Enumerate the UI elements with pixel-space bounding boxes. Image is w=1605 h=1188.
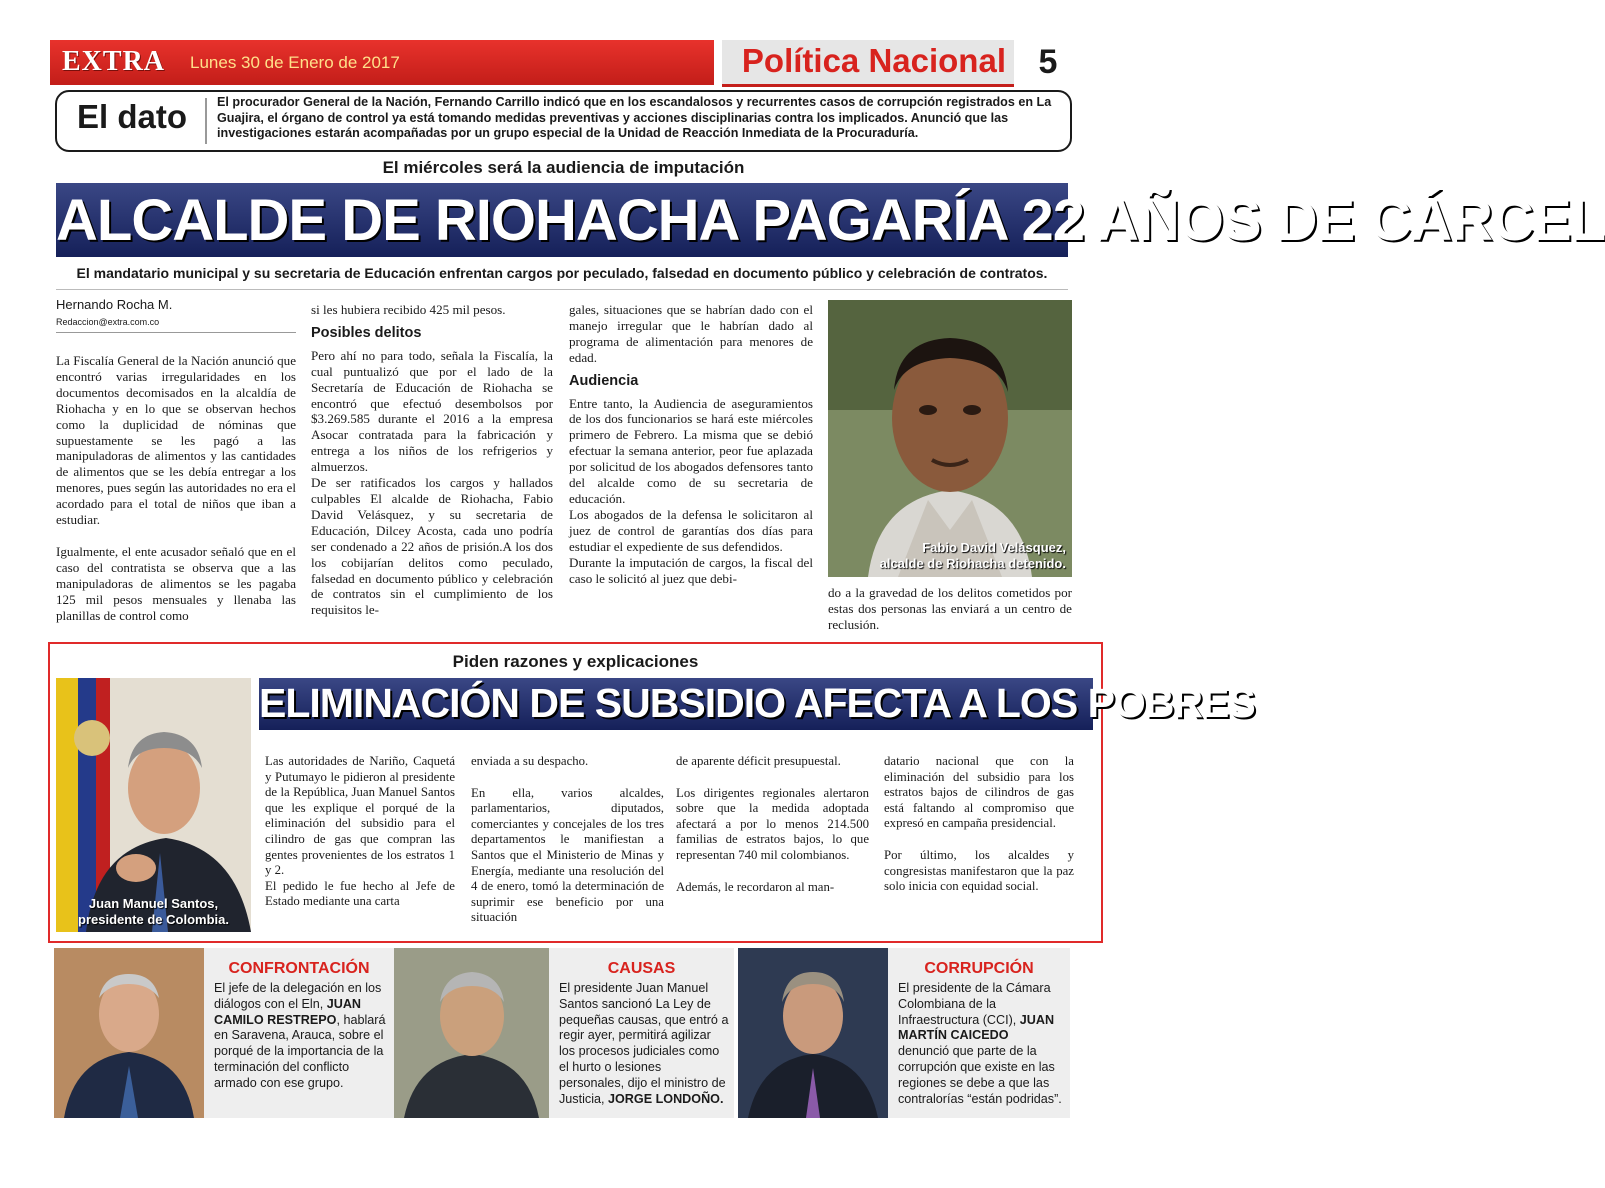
paragraph: Por último, los alcaldes y congresistas manifestaron que la paz solo inicia con equidad social. [884,847,1074,894]
issue-date: Lunes 30 de Enero de 2017 [190,53,400,72]
portrait-illustration [56,678,251,932]
subsidy-column-2 [471,754,664,926]
subsidy-story-box [48,642,1255,943]
el-dato-box [55,90,1072,152]
page-number: 5 [1038,43,1058,81]
photo-caption [56,896,251,928]
paragraph: datario nacional que con la eliminación del subsidio para los estratos bajos de cilindros de gas está faltando al compromiso que expresó en campaña presidencial. [884,754,1074,831]
masthead [50,40,1074,86]
subhead: Posibles delitos [311,324,422,341]
paragraph: La Fiscalía General de la Nación anunció que encontró varias irregularidades en los documentos decomisados en la alcaldía de Riohacha y en lo que se observan hechos como la duplicidad de nóminas que supuestamente se les pagó a las manipuladoras de alimentos y las cantidades de alimentos que se les debía entregar a los menores, pues según las autoridades no era el acordado para el total de niños que iban a estudiar. [56,353,296,528]
paragraph: En ella, varios alcaldes, parlamentarios, diputados, comerciantes y concejales de los tres departamentos le manifiestan a Santos que el Ministerio de Minas y Energía, mediante una resolución del 4 de enero, tomó la determinación de suprimir ese beneficio por una situación [471,785,664,925]
main-column-4 [828,585,1072,633]
paragraph: de aparente déficit presupuestal. [676,754,841,768]
briefs-strip [54,948,1070,1118]
paragraph: Pero ahí no para todo, señala la Fiscalía, la cual puntualizó que por el lado de la Secretaría de Educación de Riohacha se encontró que efectuó desembolsos por $3.269.585 durante el 2016 a la empresa Asocar contratada para la fabricación y entrega a los niños de los refrigerios y almuerzos. [311,347,553,475]
caicedo-photo [738,948,888,1118]
divider [56,289,1068,290]
paragraph: Los abogados de la defensa le solicitaron al juez de control de garantías dos días para estudiar el expediente de sus defendidos. [569,506,813,554]
mayor-photo [828,300,1072,577]
brief-title: CORRUPCIÓN [924,960,1034,977]
paragraph: De ser ratificados los cargos y hallados culpables El alcalde de Riohacha, Fabio David Velásquez, y su secretaria de Educación, Dilcey Acosta, cada uno podría ser condenado a 22 años de prisión.A los dos los cobijarían delitos como peculado, falsedad en documento público y celebración de contratos sin el cumplimiento de los requisitos le- [311,475,553,618]
subsidy-headline-banner [259,678,1255,730]
president-photo [56,678,251,932]
main-column-2 [311,302,553,618]
brief-confrontacion [204,948,394,1118]
main-headline: ALCALDE DE RIOHACHA PAGARÍA 22 AÑOS DE CÁRCEL [56,188,1605,253]
main-headline-banner [56,183,1605,257]
divider [205,98,207,144]
paragraph: Entre tanto, la Audiencia de aseguramientos de los dos funcionarios se hará este miércoles primero de Febrero. La misma que se debió efectuar la semana anterior, peor fue aplazada por solicitud de los abogados defensores tanto del alcalde como de su secretaria de educación. [569,395,813,506]
paragraph: Además, le recordaron al man- [676,879,835,894]
brief-text [559,981,729,1107]
brief-person: JUAN CAMILO RESTREPO [214,996,362,1027]
byline-author: Hernando Rocha M. [56,297,173,312]
paragraph: Durante la imputación de cargos, la fiscal del caso le solicitó al juez que debi- [569,554,813,586]
portrait-illustration [394,948,549,1118]
portrait-illustration [738,948,888,1118]
newspaper-logo: EXTRA [62,46,166,77]
subsidy-headline: ELIMINACIÓN DE SUBSIDIO AFECTA A LOS POBRES [259,680,1255,726]
paragraph: gales, situaciones que se habrían dado con el manejo irregular que le habrían dado al programa de alimentación para menores de edad. [569,302,813,365]
brief-body: , hablará en Saravena, Arauca, sobre el porqué de la importancia de la terminación del conflicto armado con ese grupo. [214,1012,386,1090]
londono-photo [394,948,549,1118]
subsidy-column-1 [265,754,455,910]
paragraph: Los dirigentes regionales alertaron sobre que la medida adoptada afectará a por lo menos 214.500 familias de estratos bajos, lo que representan 740 mil colombianos. [676,785,869,862]
brief-text [214,981,386,1092]
brief-body: El jefe de la delegación en los diálogos con el Eln, [214,981,382,1011]
brief-person: JUAN MARTÍN CAICEDO [898,1012,1055,1043]
paragraph: Igualmente, el ente acusador señaló que en el caso del contratista se observa que a las manipuladoras de alimentos se les pagaba 125 mil pesos mensuales y llenaba las planillas de control como [56,543,296,623]
el-dato-label: El dato [77,98,188,135]
paragraph: Las autoridades de Nariño, Caquetá y Putumayo le pidieron al presidente de la República, Juan Manuel Santos que les explique el porqué de la eliminación del subsidio para el cilindro de gas que compran las gentes provenientes de los estratos 1 y 2. [265,754,455,878]
brief-title: CAUSAS [607,960,676,977]
paragraph: El pedido le fue hecho al Jefe de Estado mediante una carta [265,878,455,909]
restrepo-photo [54,948,204,1118]
paragraph: si les hubiera recibido 425 mil pesos. [311,302,506,317]
section-banner [722,40,1014,87]
subsidy-column-3 [676,754,869,895]
brief-causas [549,948,734,1118]
byline-email: Redaccion@extra.com.co [56,317,160,327]
caption-line: Juan Manuel Santos, [88,896,219,911]
brief-body: denunció que parte de la corrupción que existe en las regiones se debe a que las contralorías “están podridas”. [898,1044,1062,1106]
subsidy-kicker: Piden razones y explicaciones [452,652,699,671]
main-column-3 [569,302,813,586]
caption-line: Fabio David Velásquez, [922,540,1066,555]
portrait-illustration [828,300,1072,577]
brief-title: CONFRONTACIÓN [228,960,370,977]
paragraph: do a la gravedad de los delitos cometidos por estas dos personas las enviará a un centro de reclusión. [828,585,1072,632]
brief-corrupcion [888,948,1070,1118]
brief-person: JORGE LONDOÑO. [608,1091,724,1106]
masthead-bar [50,40,714,85]
main-subheadline: El mandatario municipal y su secretaria de Educación enfrentan cargos por peculado, falsedad en documento público y celebración de contratos. [76,265,1048,281]
photo-caption [880,540,1066,572]
el-dato-text: El procurador General de la Nación, Fernando Carrillo indicó que en los escandalosos y recurrentes casos de corrupción registrados en La Guajira, el órgano de control ya está tomando medidas preventivas y acciones disciplinarias contra los implicados. Anunció que las investigaciones estarán acompañadas por un grupo especial de la Unidad de Reacción Inmediata de la Procuraduría. [217,95,1052,141]
section-title: Política Nacional [741,42,1006,79]
brief-body: El presidente Juan Manuel Santos sancionó La Ley de pequeñas causas, que entró a regir ayer, permitirá agilizar los procesos judiciales como el hurto o lesiones personales, dijo el ministro de Justicia, [559,981,729,1106]
brief-text [898,981,1062,1107]
brief-body: El presidente de la Cámara Colombiana de la Infraestructura (CCI), [898,981,1051,1027]
subsidy-column-4 [884,754,1074,895]
caption-line: presidente de Colombia. [78,912,229,927]
paragraph: enviada a su despacho. [471,754,589,768]
portrait-illustration [54,948,204,1118]
caption-line: alcalde de Riohacha detenido. [879,556,1066,571]
subhead: Audiencia [569,372,639,389]
main-story-kicker: El miércoles será la audiencia de imputación [382,158,745,177]
divider [56,332,296,333]
main-column-1 [56,353,296,624]
